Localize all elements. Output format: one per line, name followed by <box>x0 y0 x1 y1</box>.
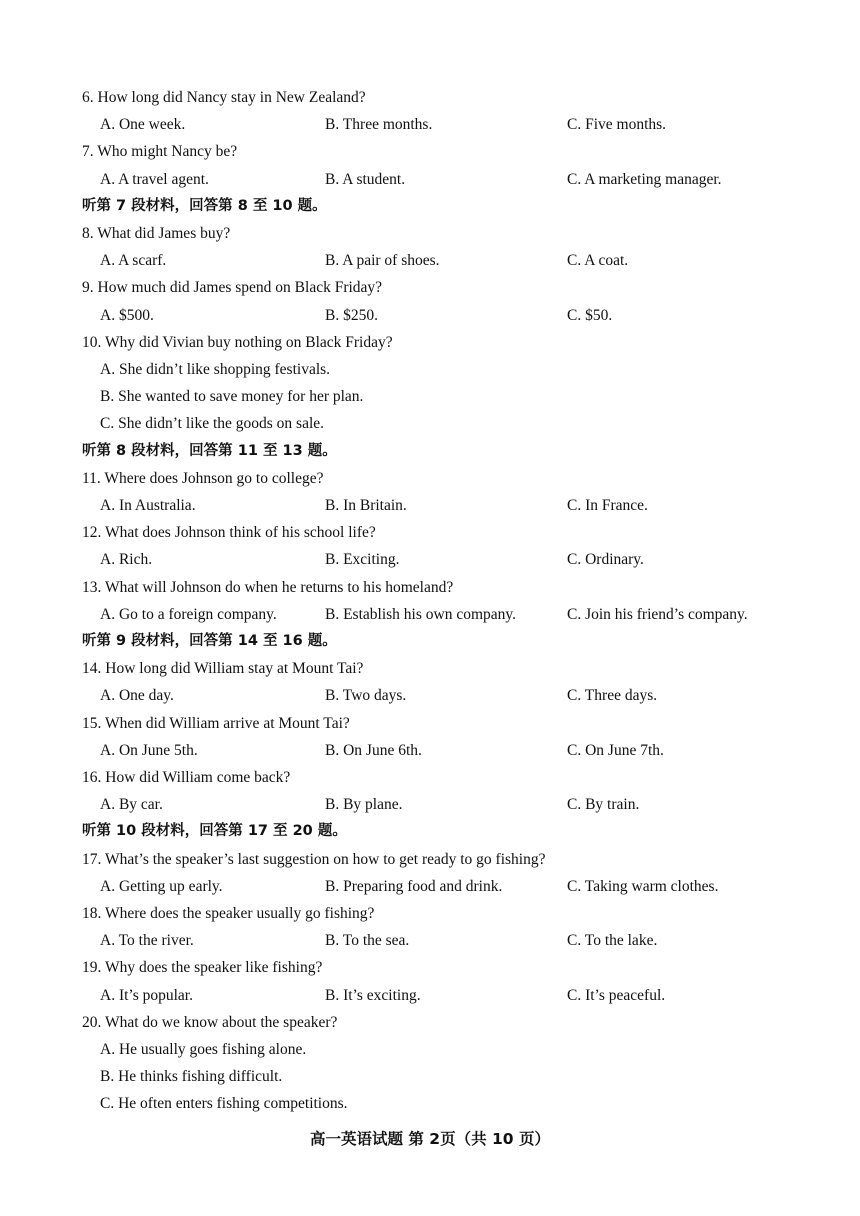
option-b: B. Three months. <box>325 116 433 134</box>
option-b: B. Two days. <box>325 687 407 705</box>
question-stem: 19. Why does the speaker like fishing? <box>82 959 323 977</box>
question-stem-row <box>0 329 860 356</box>
option-a: A. Go to a foreign company. <box>100 605 277 623</box>
option-row <box>0 927 860 954</box>
question-stem-row <box>0 900 860 927</box>
question-stem: 12. What does Johnson think of his school life? <box>82 524 376 542</box>
question-stem-row <box>0 138 860 165</box>
option-c: C. Taking warm clothes. <box>567 877 719 895</box>
option-row <box>0 737 860 764</box>
section-heading-row <box>0 628 860 655</box>
section-heading: 听第 8 段材料，回答第 11 至 13 题。 <box>82 442 337 459</box>
option-row <box>0 410 860 437</box>
option-a: A. A travel agent. <box>100 170 209 188</box>
section-heading: 听第 10 段材料，回答第 17 至 20 题。 <box>82 823 347 840</box>
section-heading-row <box>0 193 860 220</box>
option-row <box>0 247 860 274</box>
section-heading-row <box>0 818 860 845</box>
question-stem: 6. How long did Nancy stay in New Zealand? <box>82 89 366 106</box>
option-a: A. She didn’t like shopping festivals. <box>100 361 331 378</box>
option-a: A. One day. <box>100 687 174 705</box>
option-b: B. Exciting. <box>325 551 400 569</box>
option-a: A. One week. <box>100 116 186 134</box>
option-b: B. A pair of shoes. <box>325 252 440 270</box>
option-a: A. To the river. <box>100 932 194 950</box>
option-a: A. By car. <box>100 796 163 814</box>
question-stem-row <box>0 1009 860 1036</box>
option-a: A. $500. <box>100 306 154 324</box>
option-a: A. It’s popular. <box>100 986 193 1004</box>
option-a: A. Getting up early. <box>100 877 223 895</box>
question-stem: 14. How long did William stay at Mount Tai? <box>82 660 364 678</box>
section-heading: 听第 7 段材料，回答第 8 至 10 题。 <box>82 197 327 214</box>
question-stem-row <box>0 574 860 601</box>
option-a: A. He usually goes fishing alone. <box>100 1041 307 1058</box>
option-row <box>0 1063 860 1090</box>
page-footer: 高一英语试题 第 2页（共 10 页） <box>310 1130 550 1148</box>
option-c: C. Five months. <box>567 116 667 134</box>
question-stem: 13. What will Johnson do when he returns to his homeland? <box>82 578 454 596</box>
question-stem-row <box>0 84 860 111</box>
question-stem-row <box>0 954 860 981</box>
option-c: C. Ordinary. <box>567 551 644 569</box>
option-b: B. He thinks fishing difficult. <box>100 1068 283 1086</box>
question-stem-row <box>0 519 860 546</box>
question-stem: 17. What’s the speaker’s last suggestion on how to get ready to go fishing? <box>82 850 546 868</box>
option-c: C. In France. <box>567 497 648 514</box>
question-stem: 18. Where does the speaker usually go fishing? <box>82 905 375 922</box>
question-stem-row <box>0 846 860 873</box>
option-c: C. Join his friend’s company. <box>567 605 748 623</box>
option-b: B. $250. <box>325 306 378 324</box>
option-row <box>0 546 860 573</box>
option-b: B. To the sea. <box>325 932 410 950</box>
option-c: C. By train. <box>567 796 640 814</box>
question-stem-row <box>0 274 860 301</box>
option-c: C. Three days. <box>567 687 658 705</box>
option-a: A. A scarf. <box>100 252 167 270</box>
option-row <box>0 166 860 193</box>
option-row <box>0 492 860 519</box>
option-c: C. He often enters fishing competitions. <box>100 1095 348 1113</box>
option-b: B. Preparing food and drink. <box>325 877 503 895</box>
section-heading: 听第 9 段材料，回答第 14 至 16 题。 <box>82 633 337 649</box>
option-row <box>0 1090 860 1117</box>
option-b: B. She wanted to save money for her plan. <box>100 388 364 406</box>
option-a: A. On June 5th. <box>100 741 198 759</box>
option-a: A. In Australia. <box>100 497 196 514</box>
question-stem-row <box>0 655 860 682</box>
question-stem-row <box>0 220 860 247</box>
option-c: C. To the lake. <box>567 932 658 950</box>
question-stem: 11. Where does Johnson go to college? <box>82 469 324 487</box>
option-a: A. Rich. <box>100 551 153 569</box>
option-row <box>0 302 860 329</box>
option-row <box>0 873 860 900</box>
option-row <box>0 682 860 709</box>
option-c: C. A marketing manager. <box>567 170 722 188</box>
question-stem: 8. What did James buy? <box>82 225 231 242</box>
question-stem-row <box>0 710 860 737</box>
option-b: B. In Britain. <box>325 497 407 514</box>
option-row <box>0 383 860 410</box>
question-stem: 9. How much did James spend on Black Friday? <box>82 279 383 297</box>
question-stem: 7. Who might Nancy be? <box>82 143 238 161</box>
option-b: B. On June 6th. <box>325 741 422 759</box>
option-c: C. On June 7th. <box>567 741 664 759</box>
question-stem-row <box>0 764 860 791</box>
option-b: B. By plane. <box>325 796 403 814</box>
option-row <box>0 1036 860 1063</box>
option-b: B. Establish his own company. <box>325 605 517 623</box>
option-b: B. A student. <box>325 170 406 188</box>
question-stem-row <box>0 465 860 492</box>
option-row <box>0 601 860 628</box>
option-row <box>0 791 860 818</box>
section-heading-row <box>0 438 860 465</box>
question-stem: 15. When did William arrive at Mount Tai? <box>82 714 350 732</box>
option-c: C. $50. <box>567 306 613 324</box>
question-stem: 20. What do we know about the speaker? <box>82 1013 338 1031</box>
option-row <box>0 982 860 1009</box>
option-c: C. A coat. <box>567 252 629 270</box>
option-c: C. She didn’t like the goods on sale. <box>100 415 325 433</box>
option-c: C. It’s peaceful. <box>567 986 666 1004</box>
question-stem: 10. Why did Vivian buy nothing on Black Friday? <box>82 333 393 351</box>
option-row <box>0 111 860 138</box>
option-b: B. It’s exciting. <box>325 986 421 1004</box>
option-row <box>0 356 860 383</box>
question-stem: 16. How did William come back? <box>82 769 291 786</box>
